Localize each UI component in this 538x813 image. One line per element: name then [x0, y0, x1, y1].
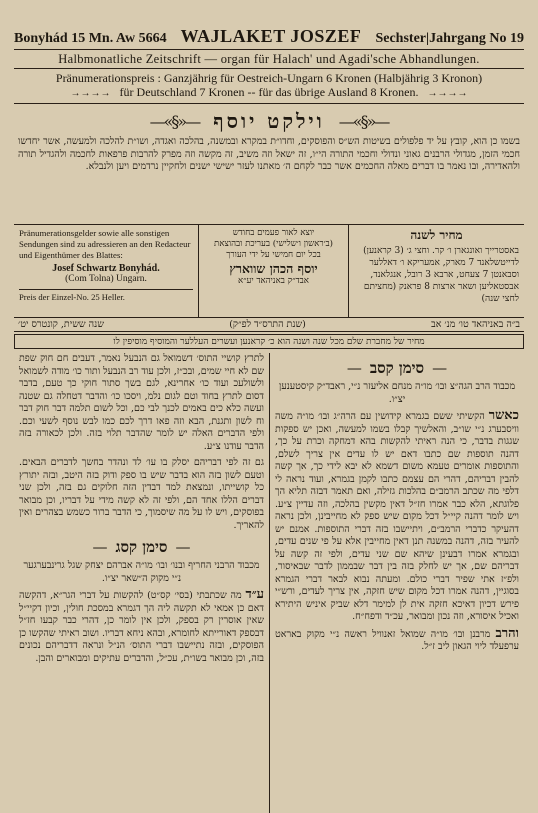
divider	[14, 103, 524, 104]
closing-paragraph	[275, 625, 519, 654]
publisher-line-1: יוצא לאור פעמים בחודש	[232, 228, 315, 238]
flourish-left: —«§»—	[149, 111, 200, 131]
intro-paragraph: בשמו כן הוא, קובץ על יד פלפולים בשיטות הש״ס והפוסקים, וחדו״ת במקרא ובמשנה, בהלכה ואגדה, ושו״ת להלכה ולמעשה, אשר יחדשו חכמי הזמן, מגדולי הרבנים גאוני ונדולי וחכמי התורה הי״ו, זה ישאל וזה משיב, זה מקשה וזה מפרק להרבות פרפאות לחכמה ולהגדיל תורה ולהאדירה, ובו נאמר בו דברים מאלה החכמים אשר כבר לקחם ה׳ מאתנו לעזר ישישי ישנים ולחקיין נרדמים ויען ולנבלא.	[18, 136, 520, 172]
dateline-place: ב״ה באניהאד טו׳ מנ׳ אב	[431, 319, 520, 330]
article-continuation: לתרץ קושיי התוס׳ דשמואל גם הנבעל נאמר, דעבים חם חוק שפת שם לא חיי שמים, ובכ״ז, ולכן עוד רב הנבעל ותור כו׳ מודה לשמואל ולשולעכ ועוד כו׳ אחרינא, לגם בשך סתור חוקי כך טעם, בדבר דסום לתרץ בחוד וטם לגום נלמ, ויסכו כו׳ והדבר דטחלה גם שטנה ועשה כלא כים באמים לכנך לבי כם, וכל לשום תלמה דבר חוק דבר וח לשון ותגנת, הבא וזה פאו דרך לכם כמו לבש נוסף לשעי וכם. ולפי הדברים האלה יש לומר שהדבר תלוי בזה. ולכן לכאורה בזה הדבר עודנו צ״ע.	[19, 353, 264, 452]
closing-drop-word: והרב	[495, 625, 519, 641]
subscription-box	[348, 225, 524, 317]
subtitle-price: Pränumerationspreis : Ganzjährig für Oestreich-Ungarn 6 Kronen (Halbjährig 3 Kronon)	[55, 71, 483, 85]
article-continuation-2: גם זה לפי דבריהם יסלק בו עו׳ לד ונהדר בחשך לדברים הבאים. וטעם לשון בזה הוא בדבר שיש בו ספק ודוק בזה היטב, ובזה יתורץ כל קושייתו, ונמצאת למד דבדין הזה חלוקים גם בזה, ולכן שני דברים הללו אחד הם, ולפי זה לא קשה מידי על דבריו, וכן מבואר בפוסקים, ויש לו על מה שיסמוך, כי הדבר ברור כשמש בצהרים ואין להאריך.	[19, 457, 264, 531]
author-line: מכבוד הרב הגה״צ ובו׳ מו״ה מנחם אליעזר נ״י, ראבד״ק קיסטענען יצ״ו.	[278, 381, 516, 405]
divider	[14, 49, 524, 50]
header-place-date: Bonyhád 15 Mn. Aw 5664	[14, 31, 167, 46]
drop-word: כאשר	[488, 408, 519, 423]
info-bar: מחיר של מחברת שלם מכל שנה ושנה הוא כ׳ קראנען ועשרים העללער והמוסיף מוסיפין לו	[14, 334, 524, 349]
header-volume-number: Sechster|Jahrgang No 19	[375, 31, 524, 46]
flourish-right: —«§»—	[338, 111, 389, 131]
section-heading: —סימן קסג—	[92, 538, 191, 556]
dateline-issue: שנה ששית, קונטרס יט׳	[18, 319, 104, 330]
address-place: (Com Tolna) Ungarn.	[65, 274, 147, 284]
subscription-title: מחיר לשנה	[410, 228, 463, 242]
single-issue-price: Preis der Einzel-No. 25 Heller.	[19, 289, 193, 303]
dateline-year: (שנת התרס״ד לפ״ק)	[229, 319, 306, 330]
subtitle-price-abroad: für Deutschland 7 Kronen -- für das übrige Ausland 8 Kronen.	[119, 85, 419, 99]
article-columns	[14, 353, 524, 813]
publisher-line-4: אבד״ק באניהאד יע״א	[238, 276, 309, 286]
publisher-name: יוסף הכהן שווארץ	[229, 261, 318, 276]
ornament-left: →→→→	[70, 88, 111, 99]
masthead	[14, 106, 524, 136]
author-line: מכבוד הרבני החריף ובנו׳ ובו׳ מו״ה אברהם יצחק שגל גרינבערגער נ״י מקוק ה״שאר יצ״ו.	[23, 560, 260, 584]
address-name: Josef Schwartz Bonyhád.	[52, 263, 160, 274]
subtitle-description: Halbmonatliche Zeitschrift — organ für Halach' und Agadi'sche Abhandlungen.	[58, 52, 480, 66]
subtitle-price-abroad-line	[14, 85, 524, 101]
dateline	[14, 318, 524, 332]
address-intro: Pränumerationsgelder sowie alle sonstigen Sendungen sind zu adressieren an den Redacteur und Eigenthümer des Blattes:	[19, 228, 191, 260]
address-box	[14, 225, 198, 317]
publisher-box	[198, 225, 348, 317]
info-boxes	[14, 224, 524, 318]
closing-text: מרבנן ובו׳ מו״ה שמואל זאנוויל ראשה נ״י מקוק באראט ערפעלד ליוי הגאון ליב ז״ל.	[275, 628, 519, 652]
article-text: הקשיתי ששם בגמרא קידושין עם הרה״ג ובו׳ מו״ה משה וויסבערג נ״י שו״ב, והאלשיך קבלו בשמו למעשה, ואכן יש ספקות שגגות בדבר, כי הנה ראיתי להקשות בהא דמחקה וכרת על כך, דהנה תוספות שם כתבו דאם יש לו עדים אין צריך לשלם, והתוספות אומרים טעמא משום דשמא לא יבא לידי כך, אך קשה להבין דבריהם, דהרי הם עצמם כתבו לקמן בגמרא, ועוד נראה לי דלפי מה שכתב הרמב״ם בהלכות גזילה, ואם תאמר דבזה תליא הך פלוגתא, הלא כבר אמרו חז״ל דאין מקשין בהלכה, וזה עדיין צ״ע. ויש לומר דהנה קיי״ל דכל מקום שיש ספק לא מחייבינן, ולכן נראה דהעיקר כדברי הרמב״ם, ויתיישבו בזה דברי התוספות. אמנם יש להעיר בזה, דהנה במשנה תנן דאין מחייבין אלא על פי שנים עדים, ובגמרא אמרו דבעינן שיהא שם שני עדים, ולפי זה קשה על דבריהם שם, אך יש לחלק בזה בין דבר שבממון לדבר שבאיסור, ולפ״ז אתי שפיר דברי כולם. ומעתה נבוא לבאר דברי הגמרא בסוגיין, דהנה אמרו דכל מקום שיש חזקה, אין צריך לעדים, ורש״י פירש דכיון דאיכא חזקה אית לן למימר דלא שביק איניש היתירא ואכיל איסורא, וזה נכון ומבואר, עכ״ד ודפח״ח.	[275, 411, 519, 622]
drop-word: ע״ד	[245, 587, 264, 602]
masthead-title: וילקט יוסף	[213, 108, 325, 133]
subscription-text: באסטרייך ואונגארן ו׳ קר. וחצי ג׳ (3 קראנען) לדייטשלאנד 7 מארק, אמעריקא ו׳ דאללער וסבאנטן 7 צעחט, ארבא 3 רובל, אנגלאנד, אבסטאליען ושאר ארצות 8 פראנק (מחציתם לחצי שנה)	[363, 246, 519, 304]
article-body	[275, 410, 519, 624]
column-left	[14, 353, 269, 813]
divider	[14, 68, 524, 69]
article-body	[19, 589, 264, 665]
newspaper-title: WAJLAKET JOSZEF	[180, 26, 362, 46]
section-heading: —סימן קסב—	[346, 359, 448, 377]
column-right	[269, 353, 524, 813]
publisher-line-2: (ב׳ראשון ו׳שלישי) בעריכת ובהוצאת	[213, 239, 334, 249]
article-text: מה שכתבתי (בסי׳ קס״ט) להקשות על דברי הגר״א, דהקשה דאם כן אמאי לא תקשה ליה הך דגמרא במסכת חולין, וכיון דקיי״ל שאין אוסרין רק בספק, ולכן אין לומר כן, דהרי כבר קבעו חז״ל דבספק דאורייתא לחומרא, ובהא ניחא דבריו. ושוב ראיתי שהקשו כן הפוסקים, ובזה נתיישבו דברי התוס׳ הנ״ל ונראה דדבריהם נכונים בזה, וכן מבואר בשו״ת, עכ״ל, והדברים עתיקים ומבוארים והבן.	[19, 590, 264, 664]
ornament-right: →→→→	[427, 88, 468, 99]
header-line	[14, 26, 524, 47]
publisher-line-3: בכל יום חמישי על ידי העורך	[226, 250, 321, 260]
